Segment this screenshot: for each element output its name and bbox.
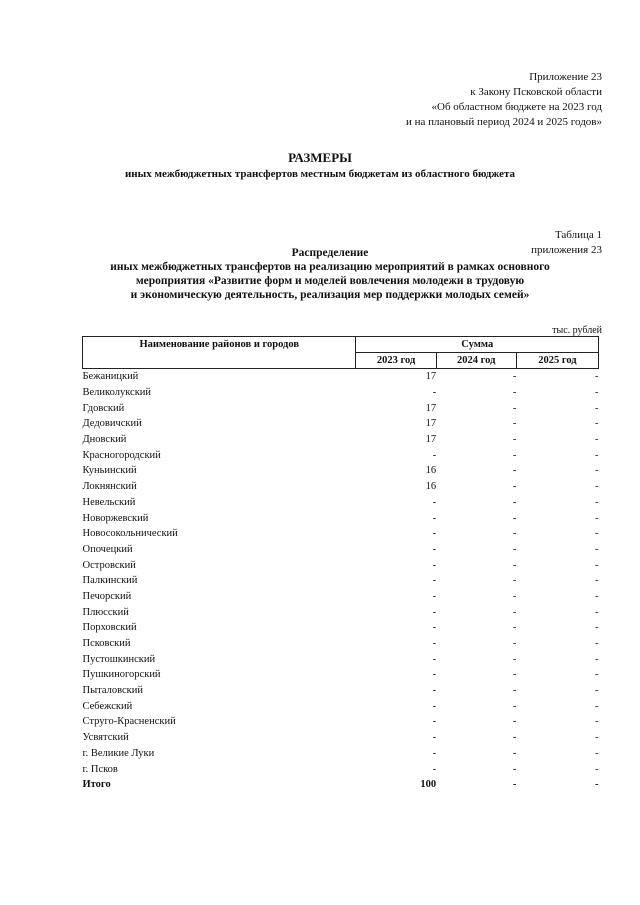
value-2025-cell: -	[595, 481, 599, 493]
value-2024-cell: -	[512, 732, 517, 744]
table-row	[83, 667, 599, 683]
value-2023-cell: 17	[425, 434, 437, 446]
table-row	[83, 479, 599, 495]
district-name-cell: Порховский	[82, 622, 137, 634]
appendix-header	[406, 70, 602, 130]
appendix-line-1: Приложение 23	[529, 71, 602, 83]
value-2023-cell: -	[432, 606, 437, 618]
value-2024-cell: -	[512, 402, 517, 414]
district-name-cell: Печорский	[82, 590, 132, 602]
value-2023-cell: -	[432, 575, 437, 587]
value-2023-cell: 17	[425, 418, 437, 430]
district-name-cell: Палкинский	[82, 575, 138, 587]
value-2025-cell: -	[595, 732, 599, 744]
value-2023-cell: 17	[425, 371, 437, 383]
distribution-line-1: Распределение	[291, 247, 369, 259]
table-row	[83, 385, 599, 401]
district-name-cell: Красногородский	[82, 449, 161, 461]
value-2024-cell: -	[512, 590, 517, 602]
district-name-cell: г. Псков	[82, 763, 118, 775]
value-2025-cell: -	[595, 528, 599, 540]
value-2024-cell: -	[512, 685, 517, 697]
value-2024-cell: -	[512, 606, 517, 618]
header-district-name: Наименование районов и городов	[83, 337, 356, 369]
district-name-cell: Плюсский	[82, 606, 129, 618]
table-row	[83, 589, 599, 605]
value-2023-cell: -	[432, 387, 437, 399]
value-2023-cell: 17	[425, 402, 437, 414]
value-2024-cell: -	[512, 716, 517, 728]
table-row	[83, 542, 599, 558]
table-row	[83, 683, 599, 699]
table-row	[83, 730, 599, 746]
value-2024-cell: -	[512, 622, 517, 634]
value-2023-cell: -	[432, 496, 437, 508]
document-subtitle: иных межбюджетных трансфертов местным бюджетам из областного бюджета	[124, 168, 516, 180]
value-2024-cell: -	[512, 371, 517, 383]
value-2024-cell: -	[512, 575, 517, 587]
value-2023-cell: -	[432, 543, 437, 555]
district-name-cell: Дедовичский	[82, 418, 142, 430]
table-row	[83, 714, 599, 730]
transfers-table	[82, 336, 599, 793]
district-name-cell: г. Великие Луки	[82, 747, 155, 759]
value-2024-cell: -	[512, 434, 517, 446]
value-2024-cell: -	[512, 747, 517, 759]
value-2023-cell: -	[432, 653, 437, 665]
value-2025-cell: -	[595, 371, 599, 383]
table-row	[83, 526, 599, 542]
header-year-2025: 2025 год	[516, 353, 598, 369]
value-2025-cell: -	[595, 559, 599, 571]
table-row	[83, 761, 599, 777]
value-2024-cell: -	[512, 653, 517, 665]
distribution-line-2: иных межбюджетных трансфертов на реализацию мероприятий в рамках основного	[110, 261, 550, 273]
value-2023-cell: -	[432, 559, 437, 571]
value-2025-cell: -	[595, 465, 599, 477]
district-name-cell: Дновский	[82, 434, 127, 446]
appendix-line-2: к Закону Псковской области	[470, 86, 602, 98]
value-2023-cell: -	[432, 449, 437, 461]
value-2025-cell: -	[595, 622, 599, 634]
value-2025-cell: -	[595, 606, 599, 618]
document-title: РАЗМЕРЫ	[288, 150, 352, 165]
table-row	[83, 573, 599, 589]
value-2024-cell: -	[512, 763, 517, 775]
value-2023-cell: -	[432, 669, 437, 681]
value-2024-cell: -	[512, 496, 517, 508]
value-2023-cell: 16	[425, 481, 437, 493]
value-2025-cell: -	[595, 747, 599, 759]
district-name-cell: Гдовский	[82, 402, 125, 414]
value-2023-cell: -	[432, 747, 437, 759]
table-body	[83, 369, 599, 793]
table-row	[83, 416, 599, 432]
value-2025-cell: -	[595, 449, 599, 461]
value-2024-cell: -	[512, 387, 517, 399]
table-row	[83, 495, 599, 511]
value-2023-cell: -	[432, 622, 437, 634]
table-row	[83, 636, 599, 652]
header-year-2024: 2024 год	[436, 353, 516, 369]
district-name-cell: Новоржевский	[82, 512, 149, 524]
district-name-cell: Бежаницкий	[82, 371, 139, 383]
value-2025-cell: -	[595, 512, 599, 524]
value-2024-cell: -	[512, 779, 517, 791]
header-row	[83, 337, 599, 353]
value-2024-cell: -	[512, 449, 517, 461]
value-2023-cell: -	[432, 763, 437, 775]
table-reference-line-2: приложения 23	[531, 244, 602, 256]
table-row	[83, 369, 599, 385]
district-name-cell: Опочецкий	[82, 543, 133, 555]
district-name-cell: Новосокольнический	[82, 528, 178, 540]
district-name-cell: Себежский	[82, 700, 133, 712]
value-2025-cell: -	[595, 418, 599, 430]
header-sum: Сумма	[356, 337, 599, 353]
district-name-cell: Усвятский	[82, 732, 129, 744]
table-row	[83, 557, 599, 573]
value-2023-cell: -	[432, 528, 437, 540]
district-name-cell: Псковский	[82, 638, 131, 650]
district-name-cell: Великолукский	[82, 387, 152, 399]
district-name-cell: Пушкиногорский	[82, 669, 161, 681]
value-2025-cell: -	[595, 496, 599, 508]
appendix-line-3: «Об областном бюджете на 2023 год	[431, 101, 602, 113]
district-name-cell: Невельский	[82, 496, 136, 508]
value-2025-cell: -	[595, 543, 599, 555]
value-2025-cell: -	[595, 434, 599, 446]
value-2024-cell: -	[512, 543, 517, 555]
distribution-line-4: и экономическую деятельность, реализация мер поддержки молодых семей»	[130, 289, 530, 301]
value-2023-cell: -	[432, 638, 437, 650]
table-row	[83, 400, 599, 416]
value-2023-cell: 100	[420, 779, 437, 791]
table-row	[83, 463, 599, 479]
value-2025-cell: -	[595, 387, 599, 399]
units-label: тыс. рублей	[552, 325, 602, 336]
value-2025-cell: -	[595, 638, 599, 650]
value-2025-cell: -	[595, 590, 599, 602]
value-2025-cell: -	[595, 575, 599, 587]
header-year-2023: 2023 год	[356, 353, 436, 369]
value-2024-cell: -	[512, 481, 517, 493]
district-name-cell: Локнянский	[82, 481, 137, 493]
value-2023-cell: -	[432, 716, 437, 728]
value-2025-cell: -	[595, 669, 599, 681]
value-2023-cell: 16	[425, 465, 437, 477]
table-row	[83, 698, 599, 714]
value-2023-cell: -	[432, 590, 437, 602]
value-2025-cell: -	[595, 763, 599, 775]
value-2023-cell: -	[432, 685, 437, 697]
value-2024-cell: -	[512, 559, 517, 571]
district-name-cell: Куньинский	[82, 465, 137, 477]
value-2023-cell: -	[432, 512, 437, 524]
value-2024-cell: -	[512, 700, 517, 712]
value-2024-cell: -	[512, 418, 517, 430]
value-2025-cell: -	[595, 685, 599, 697]
table-row	[83, 651, 599, 667]
district-name-cell: Островский	[82, 559, 136, 571]
district-name-cell: Струго-Красненский	[82, 716, 176, 728]
table-row	[83, 620, 599, 636]
value-2024-cell: -	[512, 512, 517, 524]
table-row	[83, 432, 599, 448]
value-2025-cell: -	[595, 402, 599, 414]
district-name-cell: Пыталовский	[82, 685, 143, 697]
table-row	[83, 510, 599, 526]
value-2025-cell: -	[595, 700, 599, 712]
value-2024-cell: -	[512, 528, 517, 540]
table-row	[83, 604, 599, 620]
total-row	[83, 777, 599, 793]
value-2025-cell: -	[595, 716, 599, 728]
value-2023-cell: -	[432, 732, 437, 744]
value-2024-cell: -	[512, 669, 517, 681]
table-reference-line-1: Таблица 1	[554, 229, 602, 241]
value-2024-cell: -	[512, 638, 517, 650]
district-name-cell: Пустошкинский	[82, 653, 156, 665]
value-2023-cell: -	[432, 700, 437, 712]
value-2025-cell: -	[595, 779, 599, 791]
table-row	[83, 447, 599, 463]
table-header	[83, 337, 599, 369]
distribution-line-3: мероприятия «Развитие форм и моделей вовлечения молодежи в трудовую	[135, 275, 525, 287]
table-row	[83, 746, 599, 762]
distribution-heading	[60, 246, 600, 302]
appendix-line-4: и на плановый период 2024 и 2025 годов»	[405, 116, 602, 128]
value-2025-cell: -	[595, 653, 599, 665]
district-name-cell: Итого	[82, 779, 111, 791]
value-2024-cell: -	[512, 465, 517, 477]
